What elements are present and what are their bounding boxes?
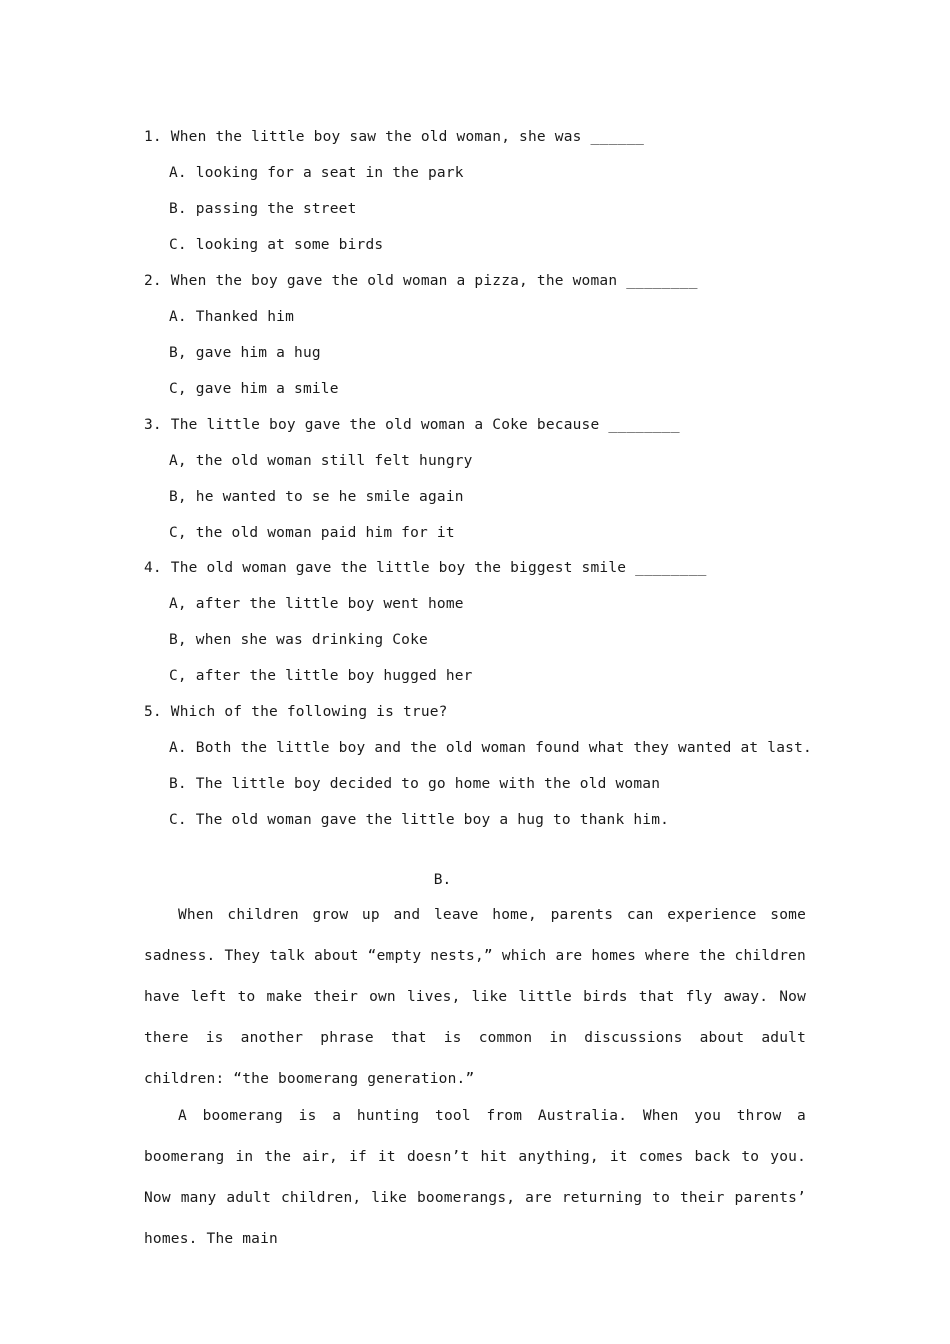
question-2-option-a: A. Thanked him bbox=[169, 309, 295, 325]
paragraph-1-text: When children grow up and leave home, parents can experience some sadness. They talk about “empty nests,” which are homes where the children have left to make their own lives, like little birds that fly away. Now there is another phrase that is common in discussions about adult children: “the boomerang generation.” bbox=[144, 907, 806, 1087]
question-2-stem: 2. When the boy gave the old woman a pizza, the woman ________ bbox=[144, 273, 698, 289]
question-2-option-b: B, gave him a hug bbox=[169, 345, 321, 361]
paragraph-2-text: A boomerang is a hunting tool from Australia. When you throw a boomerang in the air, if it doesn’t hit anything, it comes back to you. Now many adult children, like boomerangs, are returning to their parents’ homes. The main bbox=[144, 1108, 806, 1247]
question-4-option-b: B, when she was drinking Coke bbox=[169, 632, 428, 648]
question-5-stem: 5. Which of the following is true? bbox=[144, 704, 448, 720]
question-3-stem: 3. The little boy gave the old woman a Coke because ________ bbox=[144, 417, 680, 433]
question-5-option-a: A. Both the little boy and the old woman found what they wanted at last. bbox=[169, 740, 812, 756]
paragraph-1 bbox=[144, 895, 806, 1100]
section-title: B. bbox=[433, 872, 452, 888]
question-1-option-b: B. passing the street bbox=[169, 201, 357, 217]
question-5-option-b: B. The little boy decided to go home with the old woman bbox=[169, 776, 661, 792]
paragraph-2 bbox=[144, 1096, 806, 1260]
question-3-option-b: B, he wanted to se he smile again bbox=[169, 489, 464, 505]
question-3-option-a: A, the old woman still felt hungry bbox=[169, 453, 473, 469]
question-1-option-a: A. looking for a seat in the park bbox=[169, 165, 464, 181]
question-4-option-c: C, after the little boy hugged her bbox=[169, 668, 473, 684]
question-5-option-c: C. The old woman gave the little boy a hug to thank him. bbox=[169, 812, 670, 828]
question-1-option-c: C. looking at some birds bbox=[169, 237, 384, 253]
question-1-stem: 1. When the little boy saw the old woman, she was ______ bbox=[144, 129, 645, 145]
question-4-stem: 4. The old woman gave the little boy the biggest smile ________ bbox=[144, 560, 707, 576]
question-4-option-a: A, after the little boy went home bbox=[169, 596, 464, 612]
question-2-option-c: C, gave him a smile bbox=[169, 381, 339, 397]
question-3-option-c: C, the old woman paid him for it bbox=[169, 525, 455, 541]
